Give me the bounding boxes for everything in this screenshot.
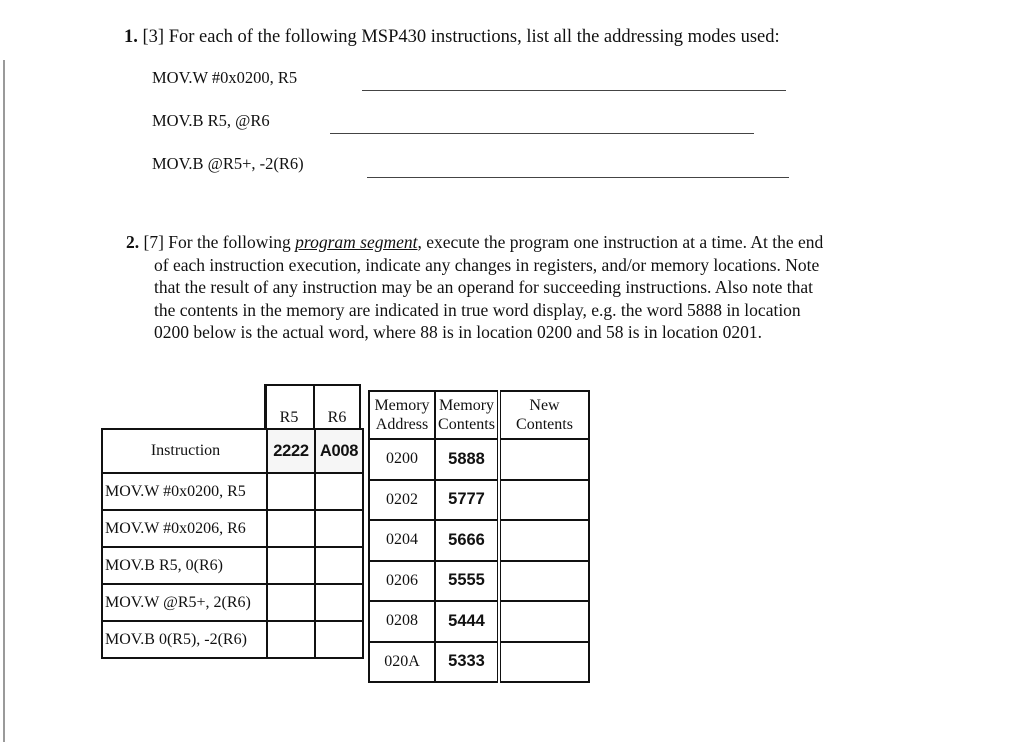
header-line: Contents — [516, 416, 573, 433]
question-2-emphasis: program segment — [295, 232, 418, 252]
header-line: Memory — [438, 397, 495, 414]
r6-answer-cell[interactable] — [315, 473, 363, 510]
table-row — [369, 480, 589, 521]
scan-edge-line — [3, 60, 5, 742]
instruction-header: Instruction — [102, 429, 267, 473]
new-contents-answer-cell[interactable] — [499, 561, 589, 602]
question-2 — [126, 231, 886, 344]
header-line: Memory — [374, 397, 430, 414]
question-2-line: 0200 below is the actual word, where 88 is in location 0200 and 58 is in location 0201. — [154, 322, 763, 342]
r5-answer-cell[interactable] — [267, 584, 315, 621]
memory-contents-cell: 5888 — [435, 439, 499, 480]
new-contents-answer-cell[interactable] — [499, 480, 589, 521]
header-line: Contents — [438, 416, 495, 433]
instruction-cell: MOV.B 0(R5), -2(R6) — [102, 621, 267, 658]
r5-answer-cell[interactable] — [267, 621, 315, 658]
memory-contents-cell: 5777 — [435, 480, 499, 521]
register-table — [101, 428, 364, 659]
r5-answer-cell[interactable] — [267, 547, 315, 584]
q1-instruction-3: MOV.B @R5+, -2(R6) — [152, 154, 304, 173]
memory-address-cell: 0208 — [369, 601, 435, 642]
new-contents-answer-cell[interactable] — [499, 439, 589, 480]
table-row — [102, 547, 363, 584]
memory-address-cell: 020A — [369, 642, 435, 683]
header-line: Address — [375, 416, 429, 433]
memory-table-header-row — [369, 391, 589, 439]
r6-answer-cell[interactable] — [315, 547, 363, 584]
instruction-cell: MOV.W #0x0200, R5 — [102, 473, 267, 510]
instruction-cell: MOV.W @R5+, 2(R6) — [102, 584, 267, 621]
q1-answer-line-3[interactable] — [367, 177, 789, 178]
memory-contents-header — [435, 391, 499, 439]
memory-address-cell: 0206 — [369, 561, 435, 602]
new-contents-answer-cell[interactable] — [499, 601, 589, 642]
question-2-line: of each instruction execution, indicate any changes in registers, and/or memory locations. Note — [154, 254, 820, 275]
q1-answer-line-2[interactable] — [330, 133, 754, 134]
question-1-number: 1. — [124, 27, 138, 47]
memory-address-cell: 0204 — [369, 520, 435, 561]
r6-answer-cell[interactable] — [315, 621, 363, 658]
new-contents-header — [499, 391, 589, 439]
instruction-cell: MOV.B R5, 0(R6) — [102, 547, 267, 584]
r5-answer-cell[interactable] — [267, 510, 315, 547]
table-row — [102, 584, 363, 621]
table-row — [369, 601, 589, 642]
register-table-header-row — [102, 429, 363, 473]
instruction-cell: MOV.W #0x0206, R6 — [102, 510, 267, 547]
new-contents-answer-cell[interactable] — [499, 520, 589, 561]
question-2-first-line — [126, 231, 886, 254]
r5-initial-value: 2222 — [267, 429, 315, 473]
header-line: New — [529, 397, 560, 414]
r6-answer-cell[interactable] — [315, 584, 363, 621]
r6-initial-value: A008 — [315, 429, 363, 473]
register-r6-label: R6 — [327, 409, 347, 426]
question-2-number: 2. — [126, 232, 140, 252]
table-row — [369, 439, 589, 480]
table-row — [369, 642, 589, 683]
question-2-line: that the result of any instruction may be an operand for succeeding instructions. Also note that — [154, 277, 814, 297]
memory-contents-cell: 5333 — [435, 642, 499, 683]
table-row — [102, 473, 363, 510]
memory-contents-cell: 5444 — [435, 601, 499, 642]
memory-address-cell: 0200 — [369, 439, 435, 480]
register-r5-label: R5 — [279, 409, 299, 426]
question-2-text-before: [7] For the following — [139, 232, 296, 252]
table-row — [102, 510, 363, 547]
table-row — [102, 621, 363, 658]
q1-answer-line-1[interactable] — [362, 90, 786, 91]
question-1-text: [3] For each of the following MSP430 instructions, list all the addressing modes used: — [137, 27, 780, 47]
question-2-text-after: , execute the program one instruction at a time. At the end — [417, 232, 824, 252]
r5-answer-cell[interactable] — [267, 473, 315, 510]
memory-address-cell: 0202 — [369, 480, 435, 521]
register-header — [264, 384, 361, 430]
memory-table — [368, 390, 590, 683]
memory-address-header — [369, 391, 435, 439]
memory-contents-cell: 5666 — [435, 520, 499, 561]
table-row — [369, 561, 589, 602]
r6-answer-cell[interactable] — [315, 510, 363, 547]
table-row — [369, 520, 589, 561]
q1-instruction-2: MOV.B R5, @R6 — [152, 111, 270, 130]
new-contents-answer-cell[interactable] — [499, 642, 589, 683]
question-2-line: the contents in the memory are indicated in true word display, e.g. the word 5888 in location — [154, 299, 801, 320]
q1-instruction-1: MOV.W #0x0200, R5 — [152, 68, 298, 87]
question-1-heading — [124, 27, 780, 48]
memory-contents-cell: 5555 — [435, 561, 499, 602]
